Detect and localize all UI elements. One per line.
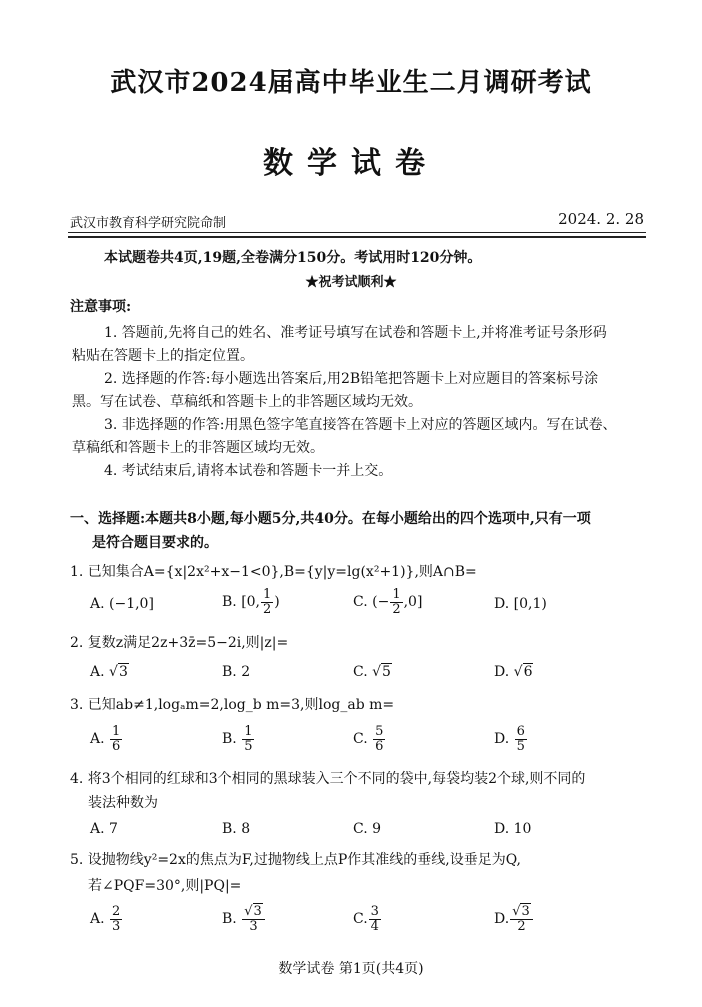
q4-option-c: C. 9 [353,821,382,837]
q3-option-d: D. $\frac{6}{5}$ [494,724,525,754]
header-rule-top [68,232,646,233]
header-rule-bottom [68,236,646,238]
q5-option-a: A. $\frac{2}{3}$ [90,904,121,934]
note-line: 粘贴在答题卡上的指定位置。 [72,348,254,364]
exam-date: 2024. 2. 28 [558,210,644,228]
q4-option-a: A. 7 [90,821,118,837]
question-4-stem: 4. 将3个相同的红球和3个相同的黑球装入三个不同的袋中,每袋均装2个球,则不同的 [70,771,586,787]
issuer-text: 武汉市教育科学研究院命制 [70,216,227,231]
q3-option-b: B. $\frac{1}{5}$ [222,724,253,754]
q2-option-d: D. √6 [494,664,533,680]
q3-option-c: C. $\frac{5}{6}$ [353,724,384,754]
section-heading-cont: 是符合题目要求的。 [92,535,218,551]
question-4-stem-cont: 装法种数为 [88,795,158,811]
q2-option-a: A. √3 [90,664,128,680]
exam-subtitle: 数学试卷 [263,146,439,181]
note-line: 黑。写在试卷、草稿纸和答题卡上的非答题区域均无效。 [72,394,422,410]
question-2-stem: 2. 复数z满足2z+3z̄=5−2i,则|z|= [70,635,289,651]
q3-option-a: A. $\frac{1}{6}$ [90,724,121,754]
q5-option-c: C. $\frac{3}{4}$ [353,904,379,934]
note-line: 4. 考试结束后,请将本试卷和答题卡一并上交。 [104,463,393,479]
exam-title: 武汉市2024届高中毕业生二月调研考试 [110,68,592,98]
section-heading: 一、选择题:本题共8小题,每小题5分,共40分。在每小题给出的四个选项中,只有一项 [70,511,591,527]
q2-option-b: B. 2 [222,664,251,680]
q2-option-c: C. √5 [353,664,391,680]
wish-text: ★祝考试顺利★ [305,275,397,290]
q1-option-b: B. [0, $\frac{1}{2}$ ) [222,587,280,617]
question-5-stem: 5. 设抛物线y²=2x的焦点为F,过抛物线上点P作其准线的垂线,设垂足为Q, [70,852,521,868]
q4-option-b: B. 8 [222,821,251,837]
q1-option-d: D. [0,1) [494,596,547,612]
note-line: 草稿纸和答题卡上的非答题区域均无效。 [72,440,324,456]
question-3-stem: 3. 已知ab≠1,logₐm=2,log_b m=3,则log_ab m= [70,697,395,713]
q5-option-b: B. $\frac{√3}{3}$ [222,905,266,933]
q1-option-c: C. (− $\frac{1}{2}$ ,0] [353,587,423,617]
question-1-stem: 1. 已知集合A={x|2x²+x−1<0},B={y|y=lg(x²+1)},则A∩B= [70,564,477,580]
question-5-stem-cont: 若∠PQF=30°,则|PQ|= [88,878,242,894]
note-line: 1. 答题前,先将自己的姓名、准考证号填写在试卷和答题卡上,并将准考证号条形码 [104,325,607,341]
note-line: 2. 选择题的作答:每小题选出答案后,用2B铅笔把答题卡上对应题目的答案标号涂 [104,371,599,387]
note-line: 3. 非选择题的作答:用黑色签字笔直接答在答题卡上对应的答题区域内。写在试卷、 [104,417,617,433]
page-footer: 数学试卷 第1页(共4页) [278,961,424,977]
notes-title: 注意事项: [70,299,132,315]
exam-summary: 本试题卷共4页,19题,全卷满分150分。考试用时120分钟。 [104,250,482,266]
q4-option-d: D. 10 [494,821,532,837]
q5-option-d: D. $\frac{√3}{2}$ [494,905,534,933]
q1-option-a: A. (−1,0] [90,596,154,612]
